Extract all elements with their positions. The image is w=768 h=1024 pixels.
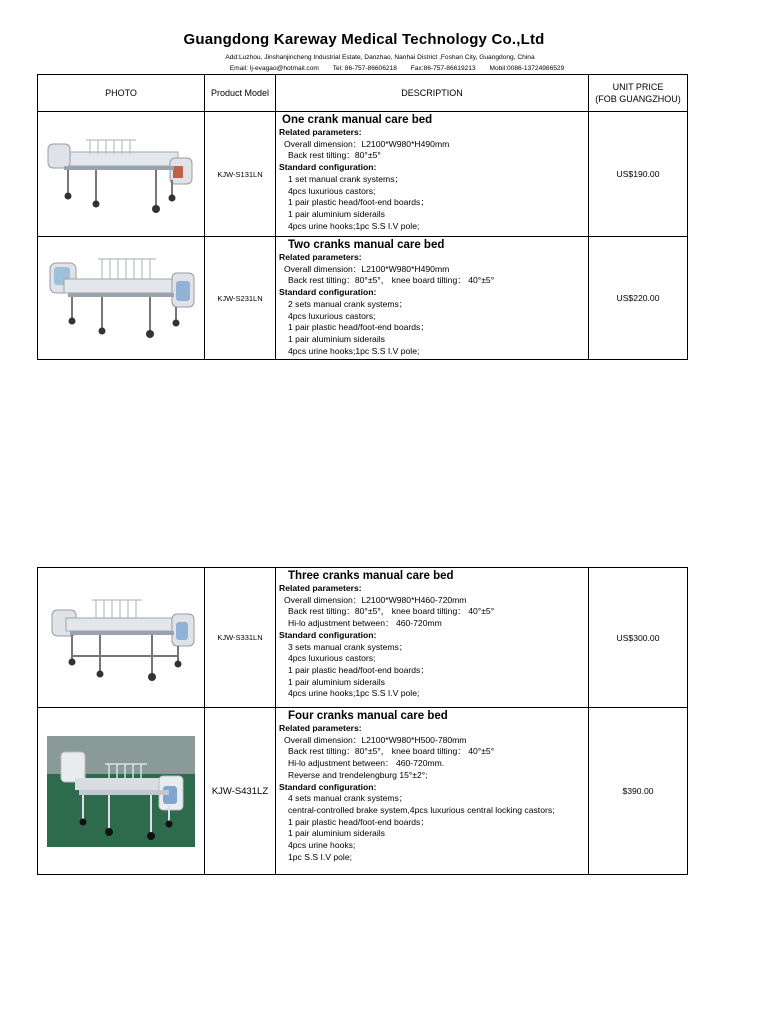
fax-text: Fax:86-757-86619213 [410,65,476,72]
company-name: Guangdong Kareway Medical Technology Co.,Ltd [183,31,545,48]
config-line: 4 sets manual crank systems； [288,793,408,804]
product-price: $390.00 [589,708,688,875]
related-params-label: Related parameters: [279,127,362,137]
table-header-row [38,75,688,112]
config-label: Standard configuration: [279,162,377,173]
config-line: 4pcs urine hooks; [288,840,356,851]
config-line: 1 pair aluminium siderails [288,208,385,219]
col-price-label: UNIT PRICE [612,82,664,92]
config-line: 1pc S.S I.V pole; [288,851,353,862]
config-line: 4pcs urine hooks;1pc S.S I.V pole; [288,688,420,699]
col-description-header: DESCRIPTION [276,75,589,112]
param-line: Hi-lo adjustment between： 460-720mm [288,618,442,629]
param-line: Overall dimension：L2100*W980*H500-780mm [284,734,467,745]
product-photo-cell [38,708,205,875]
product-description [276,708,589,875]
product-title: One crank manual care bed [282,114,433,126]
price-table-2 [37,567,688,875]
related-params-label: Related parameters: [279,583,362,593]
config-line: 1 set manual crank systems； [288,173,404,184]
config-line: 4pcs urine hooks;1pc S.S I.V pole; [288,345,420,356]
product-row [38,237,688,360]
contact-line [0,65,768,72]
param-line: Back rest tilting：80°±5°， knee board tilting： 40°±5° [288,275,495,286]
product-description [276,112,589,237]
param-line: Back rest tilting：80°±5°， knee board tilting： 40°±5° [288,746,495,757]
product-title: Four cranks manual care bed [288,710,448,722]
config-line: 2 sets manual crank systems； [288,298,408,309]
config-line: 4pcs luxurious castors; [288,310,376,321]
product-price: US$220.00 [589,237,688,360]
bed-photo-four-cranks [47,736,195,847]
config-line: 1 pair plastic head/foot-end boards； [288,322,429,333]
product-title: Two cranks manual care bed [288,239,445,251]
param-line: Reverse and trendelengburg 15°±2°; [288,769,428,780]
config-label: Standard configuration: [279,781,377,792]
product-photo-cell [38,237,205,360]
company-address: Add:Luzhou, Jinshanjincheng Industrial Estate, Danzhao, Nanhai District ,Foshan City, Guangdong, China [225,54,535,61]
tel-text: Tel: 86-757-86606218 [332,65,397,72]
product-row [38,112,688,237]
bed-photo-two-cranks [46,251,196,346]
col-price-header [589,75,688,112]
product-description [276,237,589,360]
config-line: 1 pair aluminium siderails [288,333,385,344]
email-text: Email: lj-evagao@hotmail.com [229,65,319,72]
product-photo-cell [38,568,205,708]
config-line: 1 pair plastic head/foot-end boards； [288,816,429,827]
bed-photo-one-crank [46,124,196,224]
config-line: 4pcs urine hooks;1pc S.S I.V pole; [288,220,420,231]
mobile-text: Mobil:0086-13724986529 [489,65,565,72]
config-label: Standard configuration: [279,629,377,640]
config-line: 4pcs luxurious castors; [288,185,376,196]
product-row [38,708,688,875]
related-params-label: Related parameters: [279,252,362,262]
param-line: Hi-lo adjustment between： 460-720mm. [288,758,445,769]
param-line: Overall dimension：L2100*W980*H490mm [284,263,450,274]
config-line: 1 pair aluminium siderails [288,828,385,839]
product-photo-cell [38,112,205,237]
product-description [276,568,589,708]
param-line: Overall dimension：L2100*W980*H460-720mm [284,594,467,605]
bed-photo-three-cranks [46,588,196,688]
config-line: central-controlled brake system,4pcs luxurious central locking castors; [288,804,555,815]
product-model: KJW-S131LN [205,112,276,237]
config-line: 1 pair plastic head/foot-end boards； [288,664,429,675]
config-line: 3 sets manual crank systems； [288,641,408,652]
product-title: Three cranks manual care bed [288,570,454,582]
product-price: US$300.00 [589,568,688,708]
config-line: 4pcs luxurious castors; [288,653,376,664]
product-model: KJW-S431LZ [205,708,276,875]
col-price-terms: (FOB GUANGZHOU) [595,94,681,104]
config-label: Standard configuration: [279,287,377,298]
related-params-label: Related parameters: [279,723,362,733]
config-line: 1 pair plastic head/foot-end boards； [288,197,429,208]
param-line: Back rest tilting：80°±5° [288,150,381,161]
col-photo-header: PHOTO [38,75,205,112]
config-line: 1 pair aluminium siderails [288,676,385,687]
price-table-1 [37,74,688,360]
param-line: Back rest tilting：80°±5°， knee board tilting： 40°±5° [288,606,495,617]
product-model: KJW-S231LN [205,237,276,360]
product-model: KJW-S331LN [205,568,276,708]
product-row [38,568,688,708]
product-price: US$190.00 [589,112,688,237]
col-model-header: Product Model [205,75,276,112]
param-line: Overall dimension：L2100*W980*H490mm [284,138,450,149]
